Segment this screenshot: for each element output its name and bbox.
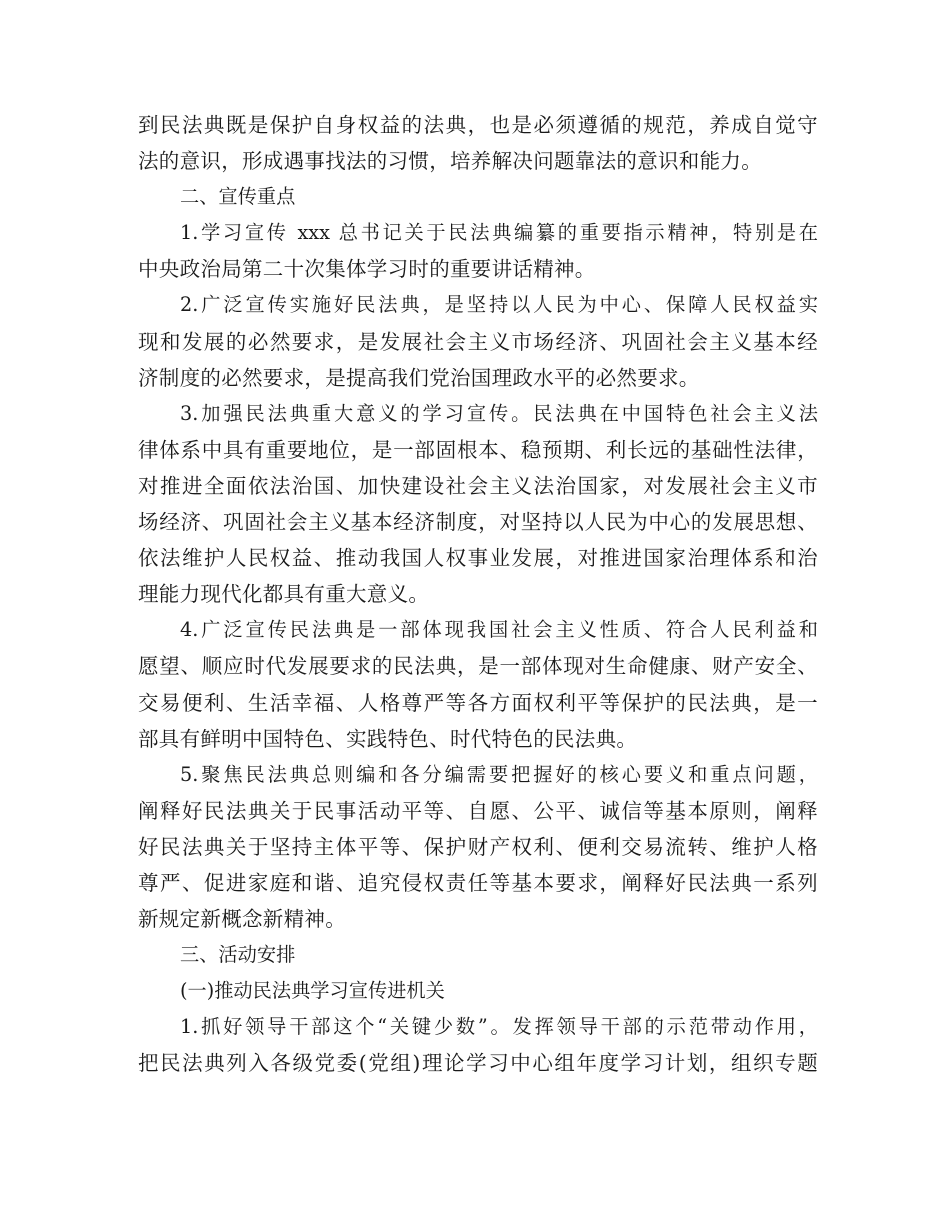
- text-line: 部具有鲜明中国特色、实践特色、时代特色的民法典。: [138, 726, 638, 751]
- text-line: 好民法典关于坚持主体平等、保护财产权利、便利交易流转、维护人格: [138, 834, 818, 859]
- text-line: 律体系中具有重要地位，是一部固根本、稳预期、利长远的基础性法律，: [138, 437, 818, 462]
- text-line: 理能力现代化都具有重大意义。: [138, 582, 430, 607]
- document-body: [138, 107, 818, 1082]
- text-line: 2.广泛宣传实施好民法典，是坚持以人民为中心、保障人民权益实: [180, 293, 818, 317]
- text-line: 法的意识，形成遇事找法的习惯，培养解决问题靠法的意识和能力。: [138, 149, 762, 174]
- text-line: 阐释好民法典关于民事活动平等、自愿、公平、诚信等基本原则，阐释: [138, 798, 818, 823]
- text-line: 依法维护人民权益、推动我国人权事业发展，对推进国家治理体系和治: [138, 546, 818, 571]
- text-line: 对推进全面依法治国、加快建设社会主义法治国家，对发展社会主义市: [138, 473, 818, 498]
- text-line: 现和发展的必然要求，是发展社会主义市场经济、巩固社会主义基本经: [138, 329, 818, 354]
- text-line: 1.学习宣传 xxx 总书记关于民法典编纂的重要指示精神，特别是在: [180, 221, 818, 245]
- text-line: 4.广泛宣传民法典是一部体现我国社会主义性质、符合人民利益和: [180, 618, 818, 642]
- text-line: 中央政治局第二十次集体学习时的重要讲话精神。: [138, 257, 596, 282]
- text-line: 尊严、促进家庭和谐、追究侵权责任等基本要求，阐释好民法典一系列: [138, 870, 818, 895]
- text-line: 3.加强民法典重大意义的学习宣传。民法典在中国特色社会主义法: [180, 401, 818, 425]
- subsection-heading: (一)推动民法典学习宣传进机关: [180, 979, 445, 1003]
- text-line: 1.抓好领导干部这个“关键少数”。发挥领导干部的示范带动作用，: [180, 1015, 818, 1039]
- text-line: 把民法典列入各级党委(党组)理论学习中心组年度学习计划，组织专题: [138, 1051, 818, 1076]
- text-line: 愿望、顺应时代发展要求的民法典，是一部体现对生命健康、财产安全、: [138, 654, 818, 679]
- text-line: 济制度的必然要求，是提高我们党治国理政水平的必然要求。: [138, 365, 700, 390]
- section-heading: 二、宣传重点: [180, 185, 296, 209]
- section-heading: 三、活动安排: [180, 943, 296, 967]
- text-line: 新规定新概念新精神。: [138, 907, 346, 932]
- text-line: 交易便利、生活幸福、人格尊严等各方面权利平等保护的民法典，是一: [138, 690, 818, 715]
- text-line: 5.聚焦民法典总则编和各分编需要把握好的核心要义和重点问题，: [180, 762, 818, 786]
- text-line: 到民法典既是保护自身权益的法典，也是必须遵循的规范，养成自觉守: [138, 113, 818, 137]
- text-line: 场经济、巩固社会主义基本经济制度，对坚持以人民为中心的发展思想、: [138, 510, 818, 535]
